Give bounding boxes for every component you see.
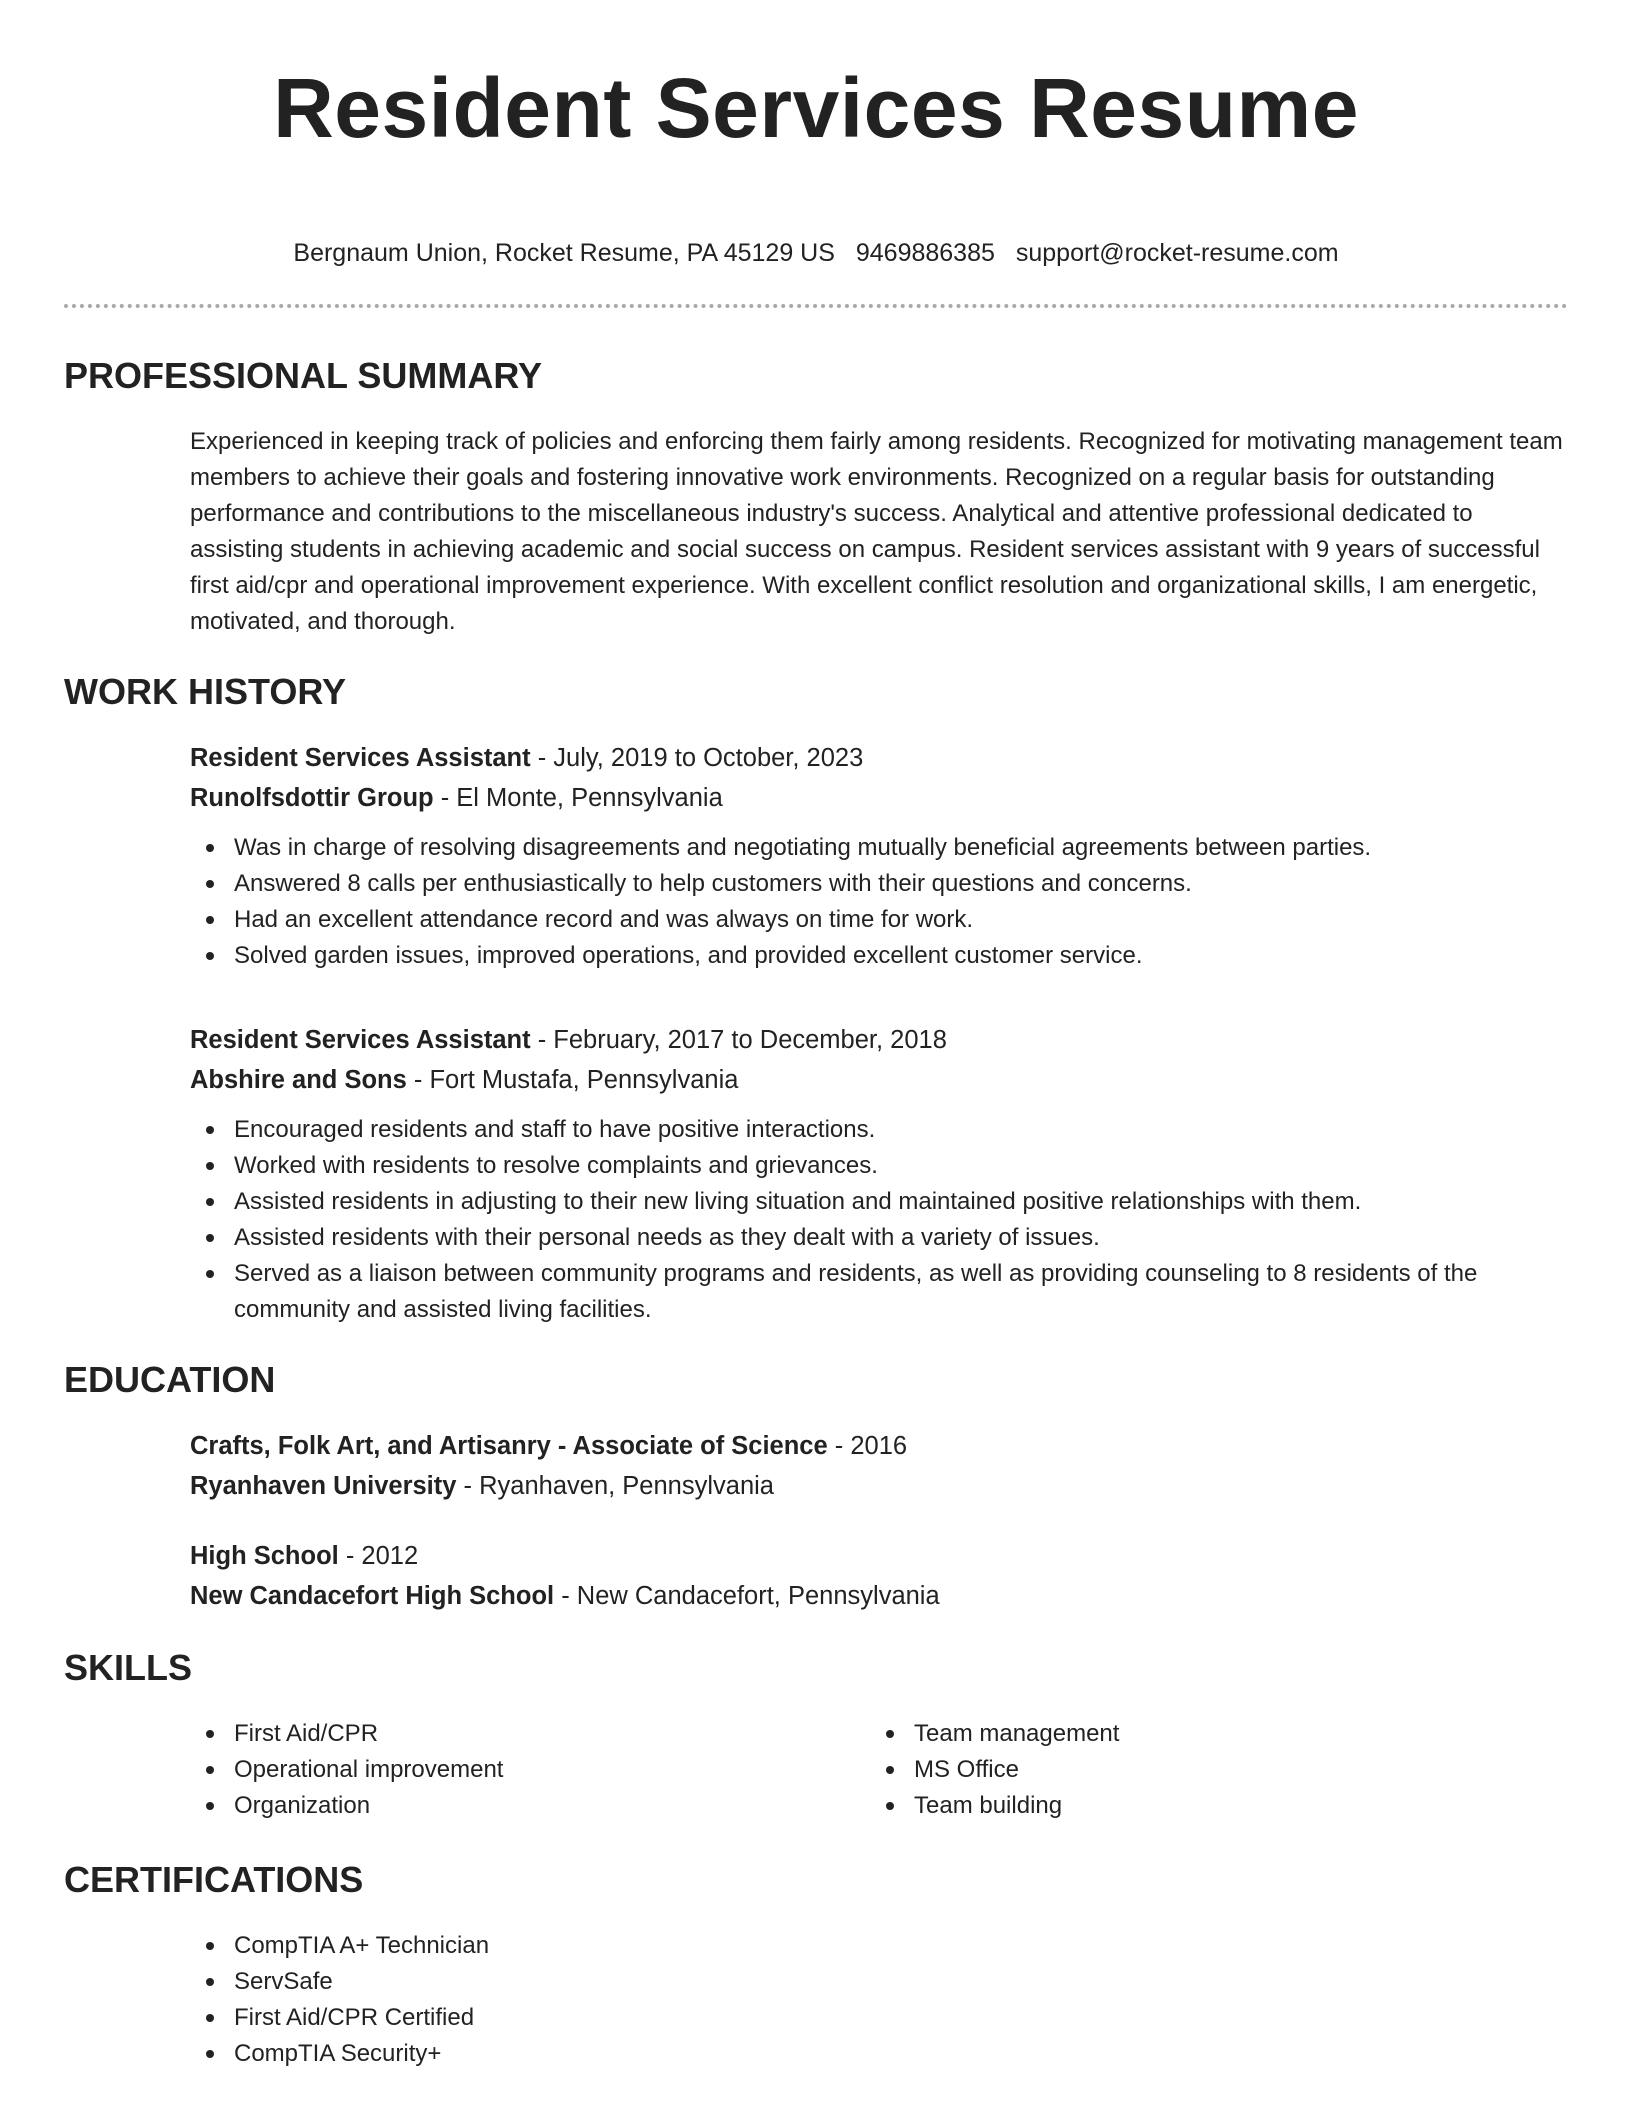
list-item: ServSafe [190,1964,1568,2000]
summary-section [64,354,1568,640]
education-year: - 2012 [338,1542,419,1570]
skills-column-left [190,1716,870,1824]
job-title-line [190,1020,1568,1060]
list-item: Team management [870,1716,1550,1752]
job-entry [190,1020,1568,1328]
list-item: Had an excellent attendance record and was always on time for work. [190,902,1568,938]
education-degree: Crafts, Folk Art, and Artisanry - Associate of Science [190,1432,828,1460]
education-content [190,1426,1568,1616]
job-role: Resident Services Assistant [190,744,531,772]
work-section [64,670,1568,1328]
resume-title: Resident Services Resume [273,61,1359,155]
list-item: First Aid/CPR Certified [190,2000,1568,2036]
section-title-summary: PROFESSIONAL SUMMARY [64,355,543,396]
list-item: Organization [190,1788,870,1824]
list-item: Solved garden issues, improved operations, and provided excellent customer service. [190,938,1568,974]
job-company-line [190,1060,1568,1100]
skills-content [190,1716,1568,1824]
job-company: Runolfsdottir Group [190,784,434,812]
list-item: First Aid/CPR [190,1716,870,1752]
job-location: - Fort Mustafa, Pennsylvania [406,1066,739,1094]
job-bullets [190,830,1568,974]
job-dates: - July, 2019 to October, 2023 [530,744,864,772]
section-title-education: EDUCATION [64,1359,276,1400]
contact-phone: 9469886385 [855,239,995,267]
job-dates: - February, 2017 to December, 2018 [530,1026,947,1054]
job-role: Resident Services Assistant [190,1026,531,1054]
education-degree-line [190,1426,1568,1466]
job-title-line [190,738,1568,778]
job-company-line [190,778,1568,818]
education-entry [190,1536,1568,1616]
education-school: New Candacefort High School [190,1582,555,1610]
job-entry [190,738,1568,974]
section-title-skills: SKILLS [64,1647,193,1688]
list-item: CompTIA Security+ [190,2036,1568,2072]
certifications-content [190,1928,1568,2072]
list-item: MS Office [870,1752,1550,1788]
education-degree: High School [190,1542,339,1570]
job-location: - El Monte, Pennsylvania [433,784,723,812]
certifications-list [190,1928,1568,2072]
list-item: Encouraged residents and staff to have positive interactions. [190,1112,1568,1148]
education-school-line [190,1576,1568,1616]
job-bullets [190,1112,1568,1328]
list-item: Worked with residents to resolve complaints and grievances. [190,1148,1568,1184]
education-year: - 2016 [827,1432,908,1460]
list-item: Was in charge of resolving disagreements and negotiating mutually beneficial agreements between parties. [190,830,1568,866]
education-location: - Ryanhaven, Pennsylvania [456,1472,774,1500]
list-item: Assisted residents with their personal needs as they dealt with a variety of issues. [190,1220,1568,1256]
header-divider [64,304,1568,308]
contact-email: support@rocket-resume.com [1015,239,1339,267]
summary-content [190,424,1568,640]
education-degree-line [190,1536,1568,1576]
section-title-work: WORK HISTORY [64,671,347,712]
list-item: Operational improvement [190,1752,870,1788]
list-item: CompTIA A+ Technician [190,1928,1568,1964]
list-item: Team building [870,1788,1550,1824]
skills-section [64,1646,1568,1824]
section-title-certifications: CERTIFICATIONS [64,1859,364,1900]
skills-list-left [190,1716,870,1824]
list-item: Assisted residents in adjusting to their new living situation and maintained positive relationships with them. [190,1184,1568,1220]
skills-list-right [870,1716,1550,1824]
skills-column-right [870,1716,1550,1824]
education-section [64,1358,1568,1616]
education-school: Ryanhaven University [190,1472,457,1500]
list-item: Answered 8 calls per enthusiastically to help customers with their questions and concerns. [190,866,1568,902]
list-item: Served as a liaison between community programs and residents, as well as providing counseling to 8 residents of the community and assisted living facilities. [190,1256,1568,1328]
education-location: - New Candacefort, Pennsylvania [554,1582,940,1610]
contact-address: Bergnaum Union, Rocket Resume, PA 45129 US [293,239,835,267]
work-content [190,738,1568,1328]
job-company: Abshire and Sons [190,1066,407,1094]
education-entry [190,1426,1568,1506]
education-school-line [190,1466,1568,1506]
contact-line [64,236,1568,270]
certifications-section [64,1858,1568,2072]
summary-text: Experienced in keeping track of policies and enforcing them fairly among residents. Recognized for motivating management team members to achieve their goals and fostering innovative work environments. Recognized on a regular basis for outstanding performance and contributions to the miscellaneous industry's success. Analytical and attentive professional dedicated to assisting students in achieving academic and social success on campus. Resident services assistant with 9 years of successful first aid/cpr and operational improvement experience. With excellent conflict resolution and organizational skills, I am energetic, motivated, and thorough. [190,428,1563,635]
